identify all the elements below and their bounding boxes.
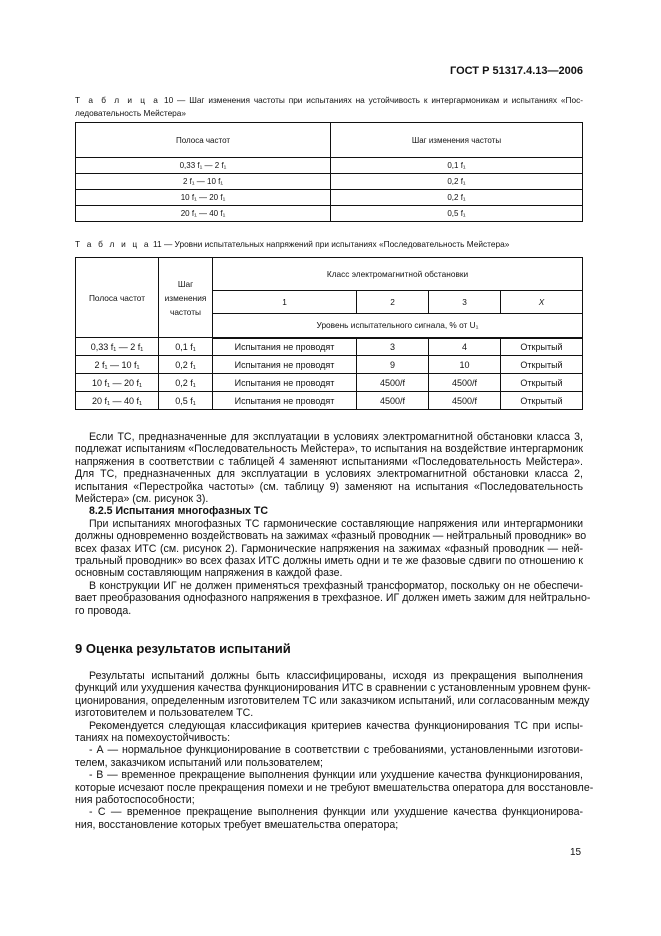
text-line: ния, восстановление которых требует вмешательства оператора; — [75, 818, 399, 831]
text-line: В конструкции ИГ не должен применяться трехфазный трансформатор, поскольку он не обеспечи- — [89, 579, 583, 592]
table-cell: 0,2 f₁ — [331, 190, 583, 206]
caption-line: 10 — Шаг изменения частоты при испытаниях на устойчивость к интергармоникам и испытаниях «Пос- — [163, 95, 583, 105]
table-row — [76, 374, 583, 392]
text-line: При испытаниях многофазных ТС гармонические составляющие напряжения или интергармоники — [89, 517, 583, 530]
text-line: испытания «Перестройка частоты» (см. таблицу 9) заменяют на испытания «Последовательность — [75, 480, 583, 493]
text-line: основным составляющим напряжения в каждой фазе. — [75, 567, 343, 580]
table-cell: 0,2 f₁ — [331, 174, 583, 190]
text-line: тральный проводник» во всех фазах ИТС должны иметь одни и те же фазовые сдвиги по отношению к — [75, 555, 583, 568]
table-cell: 4500/f — [357, 374, 429, 392]
table-row — [76, 190, 583, 206]
table-cell: Испытания не проводят — [213, 392, 357, 410]
table-cell: Испытания не проводят — [213, 338, 357, 356]
table-cell: Испытания не проводят — [213, 356, 357, 374]
table-cell: 9 — [357, 356, 429, 374]
table-cell: 0,33 f₁ — 2 f₁ — [76, 338, 159, 356]
text-line: подлежат испытаниям «Последовательность Мейстера», то испытания на воздействие интергармоник — [75, 443, 583, 456]
text-line: ния работоспособности; — [75, 794, 195, 807]
standard-header: ГОСТ Р 51317.4.13—2006 — [449, 65, 583, 77]
table-cell: 0,1 f₁ — [331, 158, 583, 174]
table-cell: 4 — [429, 338, 501, 356]
list-item-c: - С — временное прекращение выполнения функции или ухудшение качества функционирова- — [89, 806, 583, 819]
table11 — [75, 257, 583, 410]
caption-prefix: Т а б л и ц а — [75, 95, 161, 105]
table-row — [76, 174, 583, 190]
table-row — [76, 392, 583, 410]
table-header: 2 — [357, 291, 429, 314]
table-cell: 0,5 f₁ — [159, 392, 213, 410]
class-x: X — [538, 297, 545, 307]
table-header: Класс электромагнитной обстановки — [213, 258, 583, 291]
table-row — [76, 158, 583, 174]
table-cell: 4500/f — [429, 392, 501, 410]
caption-line: 11 — Уровни испытательных напряжений при испытаниях «Последовательность Мейстера» — [153, 239, 510, 249]
text-line: го провода. — [75, 604, 132, 617]
table-cell: Открытый — [501, 356, 583, 374]
table-row — [76, 356, 583, 374]
table-cell: Открытый — [501, 392, 583, 410]
text-line: которые исчезают после прекращения помехи и не требуют вмешательства оператора для восстановле- — [75, 781, 594, 794]
list-item-b: - В — временное прекращение выполнения функции или ухудшение качества функционирования, — [89, 769, 583, 782]
text-line: Для ТС, предназначенных для эксплуатации в условиях электромагнитной обстановки класса 2, — [75, 468, 583, 481]
text-line: Если ТС, предназначенные для эксплуатации в условиях электромагнитной обстановки класса 3, — [89, 431, 583, 443]
table-cell: Испытания не проводят — [213, 374, 357, 392]
text-line: изготовителем и пользователем ТС. — [75, 707, 254, 720]
table-header: Шаг изменения частоты — [159, 258, 213, 338]
table-cell: Открытый — [501, 338, 583, 356]
text-line: напряжения в соответствии с таблицей 4 заменяют испытаниями «Последовательность Мейстера». — [75, 455, 583, 468]
page-number: 15 — [570, 847, 582, 858]
text-line: таниях на помехоустойчивость: — [75, 732, 231, 745]
text-line: функций или ухудшения качества функционирования ИТС в сравнении с установленным уровнем функ- — [75, 682, 591, 695]
table-header: Шаг изменения частоты — [331, 123, 583, 158]
table-cell: 4500/f — [429, 374, 501, 392]
caption-prefix: Т а б л и ц а — [75, 239, 151, 249]
table-cell: 10 f₁ — 20 f₁ — [76, 374, 159, 392]
table-row — [76, 338, 583, 356]
list-item-a: - А — нормальное функционирование в соответствии с требованиями, установленными изготови- — [89, 744, 583, 757]
table-cell: 0,2 f₁ — [159, 356, 213, 374]
table-row — [76, 206, 583, 222]
table-cell: 0,1 f₁ — [159, 338, 213, 356]
table-cell: 0,5 f₁ — [331, 206, 583, 222]
table-cell: 10 — [429, 356, 501, 374]
table-cell: 4500/f — [357, 392, 429, 410]
table-header: Полоса частот — [76, 123, 331, 158]
table-header: Полоса частот — [76, 258, 159, 338]
table10-caption — [75, 94, 583, 120]
caption-line: ледовательность Мейстера» — [75, 108, 187, 118]
table-cell: 20 f₁ — 40 f₁ — [76, 392, 159, 410]
text-line: вает преобразования однофазного напряжения в трехфазное. ИГ должен иметь зажим для нейтрально- — [75, 592, 591, 605]
table-cell: 2 f₁ — 10 f₁ — [76, 356, 159, 374]
text-line: ционирования, определенным изготовителем ТС или заказчиком испытаний, или согласованным между — [75, 694, 590, 707]
table-cell: Открытый — [501, 374, 583, 392]
section-heading: 9 Оценка результатов испытаний — [75, 641, 291, 656]
text-line: Рекомендуется следующая классификация критериев качества функционирования ТС при испы- — [89, 719, 583, 732]
table-cell: 0,2 f₁ — [159, 374, 213, 392]
table-header: 1 — [213, 291, 357, 314]
text-line: всех фазах ИТС (см. рисунок 2). Гармонические напряжения на зажимах «фазный проводник — ней- — [75, 542, 583, 555]
table10 — [75, 122, 583, 222]
table-cell: 10 f₁ — 20 f₁ — [76, 190, 331, 206]
table-cell: 0,33 f₁ — 2 f₁ — [76, 158, 331, 174]
subsection-heading: 8.2.5 Испытания многофазных ТС — [89, 505, 268, 518]
table-header — [501, 291, 583, 314]
body-block-9 — [75, 670, 594, 831]
text-line: должны одновременно воздействовать на зажимах «фазный проводник — нейтральный проводник» во — [75, 530, 587, 543]
table-header: 3 — [429, 291, 501, 314]
table-cell: 20 f₁ — 40 f₁ — [76, 206, 331, 222]
text-line: Мейстера» (см. рисунок 3). — [75, 493, 209, 506]
table-cell: 2 f₁ — 10 f₁ — [76, 174, 331, 190]
text-line: телем, заказчиком испытаний или пользователем; — [75, 756, 323, 769]
body-block-8-2 — [75, 431, 591, 617]
table11-caption — [75, 238, 583, 251]
text-line: Результаты испытаний должны быть классифицированы, исходя из прекращения выполнения — [89, 670, 583, 682]
table-cell: 3 — [357, 338, 429, 356]
table-header: Уровень испытательного сигнала, % от U₁ — [213, 314, 583, 338]
